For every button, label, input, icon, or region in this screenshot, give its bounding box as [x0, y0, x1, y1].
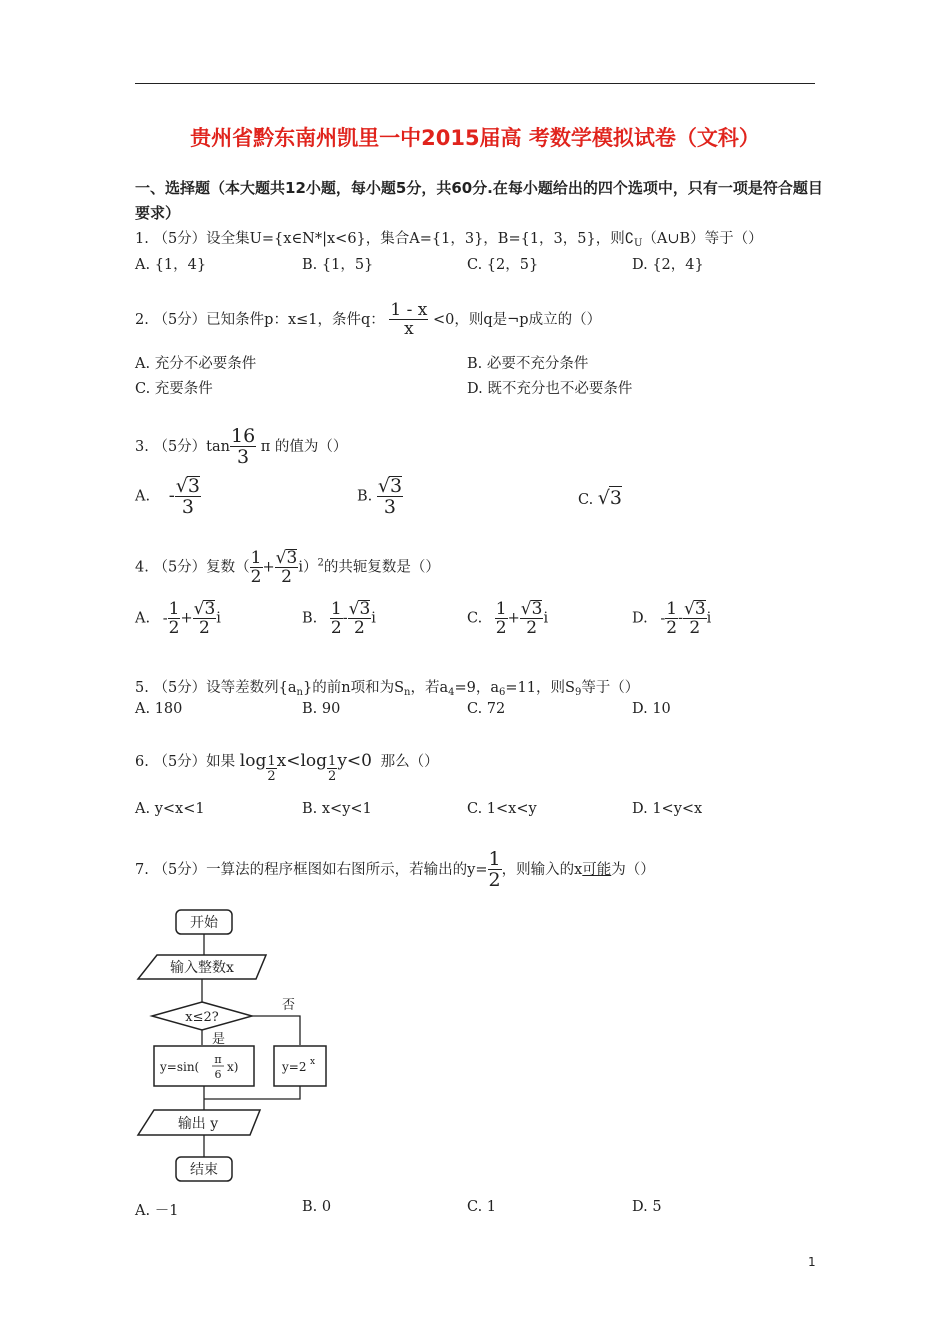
q4-post2: 的共轭复数是（）	[323, 559, 440, 576]
q4-d-root: 3	[694, 599, 706, 619]
q4-b-minus: -	[342, 610, 348, 627]
q6-post: 那么（）	[380, 754, 439, 770]
q4-b-root: 3	[359, 599, 371, 619]
flow-start-text: 开始	[190, 915, 218, 931]
q6-y: y	[337, 751, 347, 771]
flow-right-text: y=2	[282, 1060, 307, 1074]
q4-a-minus: -	[162, 610, 168, 627]
q3-option-b	[357, 476, 403, 517]
q2-num: 1 - x	[390, 300, 428, 320]
q1-text: 1. （5分）设全集U={x∈N*|x<6}，集合A={1，3}，B={1，3，5}，则∁	[135, 231, 634, 247]
q4-two: 2	[250, 566, 262, 587]
q5-option-c: C. 72	[467, 701, 506, 717]
q1-option-b: B. {1，5}	[302, 257, 374, 273]
q6-log2: log	[300, 751, 328, 771]
q4-post: ）	[302, 559, 318, 576]
q4-b-i: i	[371, 610, 376, 627]
q7-fraction	[488, 850, 502, 890]
q6-option-d: D. 1<y<x	[632, 801, 703, 817]
q3-b-frac: $\frac{√3}{3}$	[377, 475, 403, 518]
q6-b1d: 2	[267, 769, 276, 784]
q3-a-frac: $\frac{√3}{3}$	[175, 475, 200, 518]
flow-merge-line	[204, 1086, 300, 1099]
flowchart	[130, 905, 316, 1190]
q3-fraction	[230, 427, 256, 467]
q2-pre: 2. （5分）已知条件p：x≤1，条件q：	[135, 312, 385, 328]
q6-lt2: <	[346, 751, 362, 771]
q3-a-sign: -	[168, 484, 175, 506]
q4-c-n1: 1	[495, 598, 507, 619]
q4-c-i: i	[543, 610, 549, 627]
q6-base2	[327, 755, 337, 783]
q7-option-b: B. 0	[302, 1199, 332, 1215]
q3-pre: 3. （5分）tan	[135, 439, 230, 455]
q5-t4: =9，a	[454, 680, 500, 696]
q6-log1: log	[239, 751, 267, 771]
flow-yes-label: 是	[212, 1032, 226, 1047]
q4-plus: +	[262, 559, 275, 576]
q4-b-d2: 2	[354, 618, 365, 638]
page-number: 1	[808, 1255, 816, 1269]
q3-b-label: B.	[357, 488, 377, 505]
q5-six: 6	[499, 687, 506, 698]
q6-option-a: A. y<x<1	[135, 801, 205, 817]
page-title: 贵州省黔东南州凯里一中2015届高 考数学模拟试卷（文科）	[190, 126, 760, 150]
q5-four: 4	[448, 687, 455, 698]
flow-pi: π	[214, 1053, 222, 1066]
question-4	[135, 549, 440, 586]
q7-post1: ，则输入的x	[501, 862, 583, 878]
q4-two-b: 2	[281, 567, 292, 587]
q4-option-d	[632, 600, 711, 637]
q4-a-d1: 2	[168, 617, 180, 638]
q6-b2d: 2	[328, 769, 337, 784]
q4-option-a	[135, 600, 221, 637]
q5-t3: ，若a	[410, 680, 449, 696]
q6-b1n: 1	[267, 754, 276, 769]
q7-post3: 为（）	[611, 862, 655, 878]
q4-c-root: 3	[531, 599, 543, 619]
q4-a-frac2: $\frac{√3}{2}$	[193, 599, 216, 638]
q4-d-frac1	[665, 598, 678, 638]
q7-den: 2	[488, 869, 501, 891]
q4-a-plus: +	[180, 610, 193, 627]
q2-den: x	[404, 319, 414, 339]
q3-b-root: 3	[389, 475, 403, 497]
flow-six: 6	[214, 1068, 222, 1081]
q3-a-label: A.	[135, 488, 155, 505]
q3-option-c	[578, 486, 622, 509]
q4-b-d1: 2	[330, 617, 342, 638]
q4-d-d1: 2	[666, 617, 678, 638]
q4-a-d2: 2	[199, 618, 210, 638]
q6-lt1: <	[286, 751, 301, 771]
q5-t2: }的前n项和为S	[303, 680, 404, 696]
q2-option-b: B. 必要不充分条件	[467, 356, 589, 372]
flow-ysin: y=sin(	[160, 1060, 200, 1074]
q4-c-d1: 2	[495, 617, 507, 638]
q6-b2n: 1	[328, 754, 337, 769]
q4-frac-root: $\frac{√3}{2}$	[275, 548, 298, 587]
question-2	[135, 302, 601, 338]
q4-option-b	[302, 600, 376, 637]
q5-option-b: B. 90	[302, 701, 341, 717]
q4-d-n1: 1	[666, 598, 678, 619]
q4-root: 3	[286, 548, 298, 568]
q3-a-root: 3	[187, 475, 200, 497]
q4-d-minus: -	[660, 610, 666, 627]
question-6	[135, 750, 439, 783]
question-5	[135, 676, 639, 698]
q7-option-a: A. －1	[135, 1203, 179, 1219]
q4-a-n1: 1	[168, 598, 180, 619]
q1-tail: （A∪B）等于（）	[642, 231, 763, 247]
q4-a-label: A.	[135, 610, 155, 627]
q1-option-a: A. {1，4}	[135, 257, 207, 273]
q7-option-d: D. 5	[632, 1199, 662, 1215]
q4-c-label: C.	[467, 610, 487, 627]
q5-option-d: D. 10	[632, 701, 671, 717]
q6-option-c: C. 1<x<y	[467, 801, 537, 817]
q5-t6: 等于（）	[581, 680, 640, 696]
q5-n2: n	[404, 687, 411, 698]
q4-c-frac1	[495, 598, 508, 638]
q5-option-a: A. 180	[135, 701, 183, 717]
q4-one: 1	[250, 547, 262, 568]
question-3	[135, 427, 347, 467]
q1-option-d: D. {2，4}	[632, 257, 704, 273]
flow-end-text: 结束	[190, 1162, 218, 1178]
q4-pre: 4. （5分）复数（	[135, 559, 250, 576]
q5-n: n	[296, 687, 303, 698]
q2-option-a: A. 充分不必要条件	[135, 356, 257, 372]
q4-i: i	[298, 559, 303, 576]
q2-fraction	[389, 302, 428, 338]
header-rule	[135, 83, 815, 84]
q4-c-d2: 2	[526, 618, 538, 638]
q3-option-a	[135, 476, 201, 517]
q4-a-i: i	[216, 610, 221, 627]
q4-b-n1: 1	[330, 598, 342, 619]
q4-option-c	[467, 600, 548, 637]
q4-sq: 2	[317, 557, 324, 569]
q4-b-frac1	[330, 598, 343, 638]
q6-x: x	[276, 751, 287, 771]
section-header: 一、选择题（本大题共12小题，每小题5分，共60分.在每小题给出的四个选项中，只有一项是符合题目要求）	[135, 179, 823, 222]
q4-c-plus: +	[507, 610, 520, 627]
flow-left-text	[159, 1060, 199, 1074]
q4-b-frac2: $\frac{√3}{2}$	[348, 599, 371, 638]
q6-inequality	[239, 751, 372, 784]
q6-option-b: B. x<y<1	[302, 801, 372, 817]
q3-c-value: √3	[597, 487, 622, 509]
q7-pre: 7. （5分）一算法的程序框图如右图所示，若输出的y=	[135, 862, 488, 878]
flow-input-text: 输入整数x	[170, 960, 234, 976]
flow-xp: x)	[227, 1060, 239, 1074]
q6-pre: 6. （5分）如果	[135, 754, 236, 770]
flow-no-label: 否	[282, 998, 296, 1013]
q3-den: 3	[237, 446, 250, 468]
q1-sub: U	[633, 238, 643, 249]
q4-b-label: B.	[302, 610, 322, 627]
q6-base1	[266, 755, 276, 783]
q2-post: <0，则q是¬p成立的（）	[432, 312, 602, 328]
q4-a-frac1	[168, 598, 181, 638]
q3-c-root: 3	[609, 487, 622, 509]
q3-post: π 的值为（）	[260, 439, 348, 455]
q2-option-c: C. 充要条件	[135, 381, 213, 397]
q4-a-root: 3	[204, 599, 216, 619]
q7-post2: 可能	[582, 862, 612, 878]
q5-t1: 5. （5分）设等差数列{a	[135, 680, 297, 696]
flow-cond-text: x≤2?	[185, 1010, 219, 1025]
q2-option-d: D. 既不充分也不必要条件	[467, 381, 633, 397]
q4-d-minus2: -	[678, 610, 683, 627]
flow-right-exp: x	[310, 1057, 316, 1067]
flow-no-line	[252, 1016, 300, 1045]
q5-t5: =11，则S	[505, 680, 575, 696]
q6-zero: 0	[361, 751, 372, 771]
question-1	[135, 227, 763, 249]
q7-num: 1	[488, 848, 501, 870]
q4-frac-half	[250, 547, 263, 587]
flow-output-text: 输出 y	[177, 1116, 219, 1132]
q4-d-i: i	[706, 610, 712, 627]
q3-a-den: 3	[181, 496, 194, 518]
question-7	[135, 850, 655, 890]
q5-nine: 9	[574, 687, 582, 698]
q3-num: 16	[230, 425, 256, 447]
q3-c-label: C.	[578, 492, 598, 508]
q7-option-c: C. 1	[467, 1199, 497, 1215]
q4-d-frac2: $\frac{√3}{2}$	[683, 599, 706, 638]
q3-b-den: 3	[383, 496, 397, 518]
q4-d-label: D.	[632, 610, 653, 627]
q1-option-c: C. {2，5}	[467, 257, 539, 273]
q4-c-frac2: $\frac{√3}{2}$	[520, 599, 543, 638]
q4-d-d2: 2	[689, 618, 701, 638]
